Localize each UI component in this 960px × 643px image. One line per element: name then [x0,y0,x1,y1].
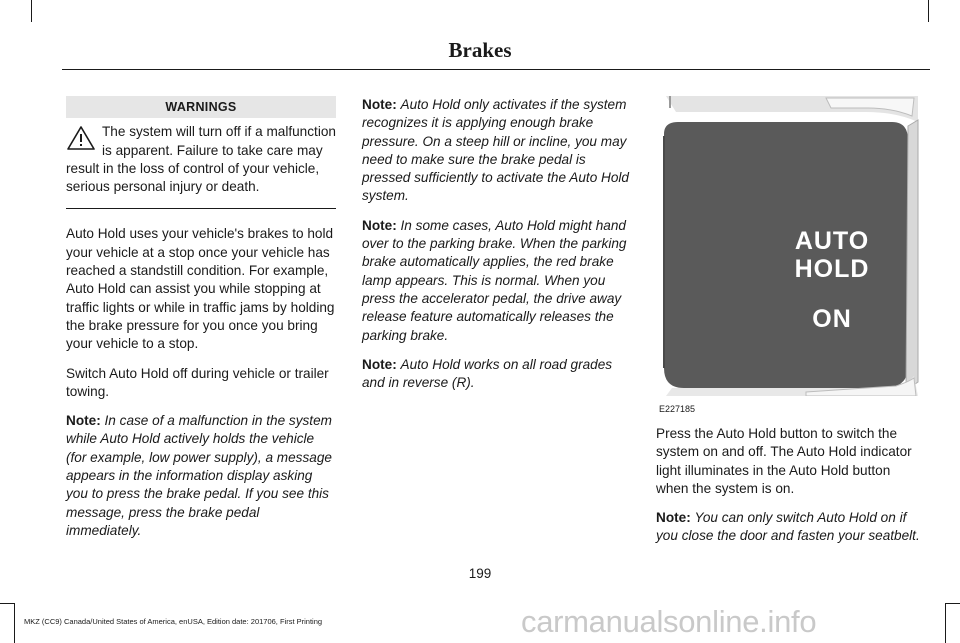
paragraph: Auto Hold uses your vehicle's brakes to hold your vehicle at a stop once your vehicle has reached a standstill condition. For example, Auto Hold can assist you while stopping at traffic lights or while in traffic jams by holding the brake pressure for you once you bring your vehicle to a stop. [66,226,335,352]
paragraph: Press the Auto Hold button to switch the system on and off. The Auto Hold indicator light illuminates in the Auto Hold button when the system is on. [656,426,912,496]
note-label: Note: [362,356,397,372]
edition-footer: MKZ (CC9) Canada/United States of America, enUSA, Edition date: 201706, First Printing [24,617,323,626]
warning-rule [66,208,336,209]
crop-mark [0,603,14,604]
column-middle [362,96,632,403]
note [362,356,632,393]
figure-label-on: ON [812,305,852,333]
figure-code: E227185 [659,404,696,414]
figure-label-auto: AUTO [794,227,870,255]
note [66,412,336,540]
note-label: Note: [66,413,101,429]
note-text: In some cases, Auto Hold might hand over to the parking brake. When the parking brake automatically applies, the red brake lamp appears. This is normal. When you press the accelerator pedal, the drive away release feature automatically releases the parking brake. [362,217,627,343]
note-text: Auto Hold works on all road grades and in reverse (R). [362,356,613,391]
note-label: Note: [656,510,691,526]
note [362,217,632,345]
crop-mark [946,603,960,604]
column-left [66,96,336,551]
note-text: In case of a malfunction in the system while Auto Hold actively holds the vehicle (for example, low power supply), a message appears in the information display asking you to press the brake pedal. If you see this message, press the brake pedal immediately. [66,413,332,538]
note-label: Note: [362,97,397,112]
warning-block [66,123,336,202]
note [656,509,926,546]
crop-mark [928,0,929,22]
note-text: Auto Hold only activates if the system recognizes it is applying enough brake pressure. On a steep hill or incline, you may need to make sure the brake pedal is pressed sufficiently to activate the Auto Hold system. [362,97,629,204]
figure-label-hold: HOLD [794,255,870,283]
warning-triangle-icon [66,125,96,151]
note-text: You can only switch Auto Hold on if you close the door and fasten your seatbelt. [656,510,920,544]
paragraph: Switch Auto Hold off during vehicle or trailer towing. [66,365,329,399]
crop-mark [31,0,32,22]
crop-mark [945,603,946,643]
crop-mark [14,603,15,643]
watermark: carmanualsonline.info [521,604,817,639]
auto-hold-button-figure [656,96,926,396]
page-number: 199 [468,566,492,581]
column-right [656,425,926,557]
warning-text: The system will turn off if a malfunction is apparent. Failure to take care may result in the loss of control of your vehicle, serious personal injury or death. [66,124,336,195]
note [362,96,632,206]
warnings-heading: WARNINGS [66,96,336,118]
title-rule [62,69,930,70]
note-label: Note: [362,217,397,233]
page-title: Brakes [448,38,512,62]
